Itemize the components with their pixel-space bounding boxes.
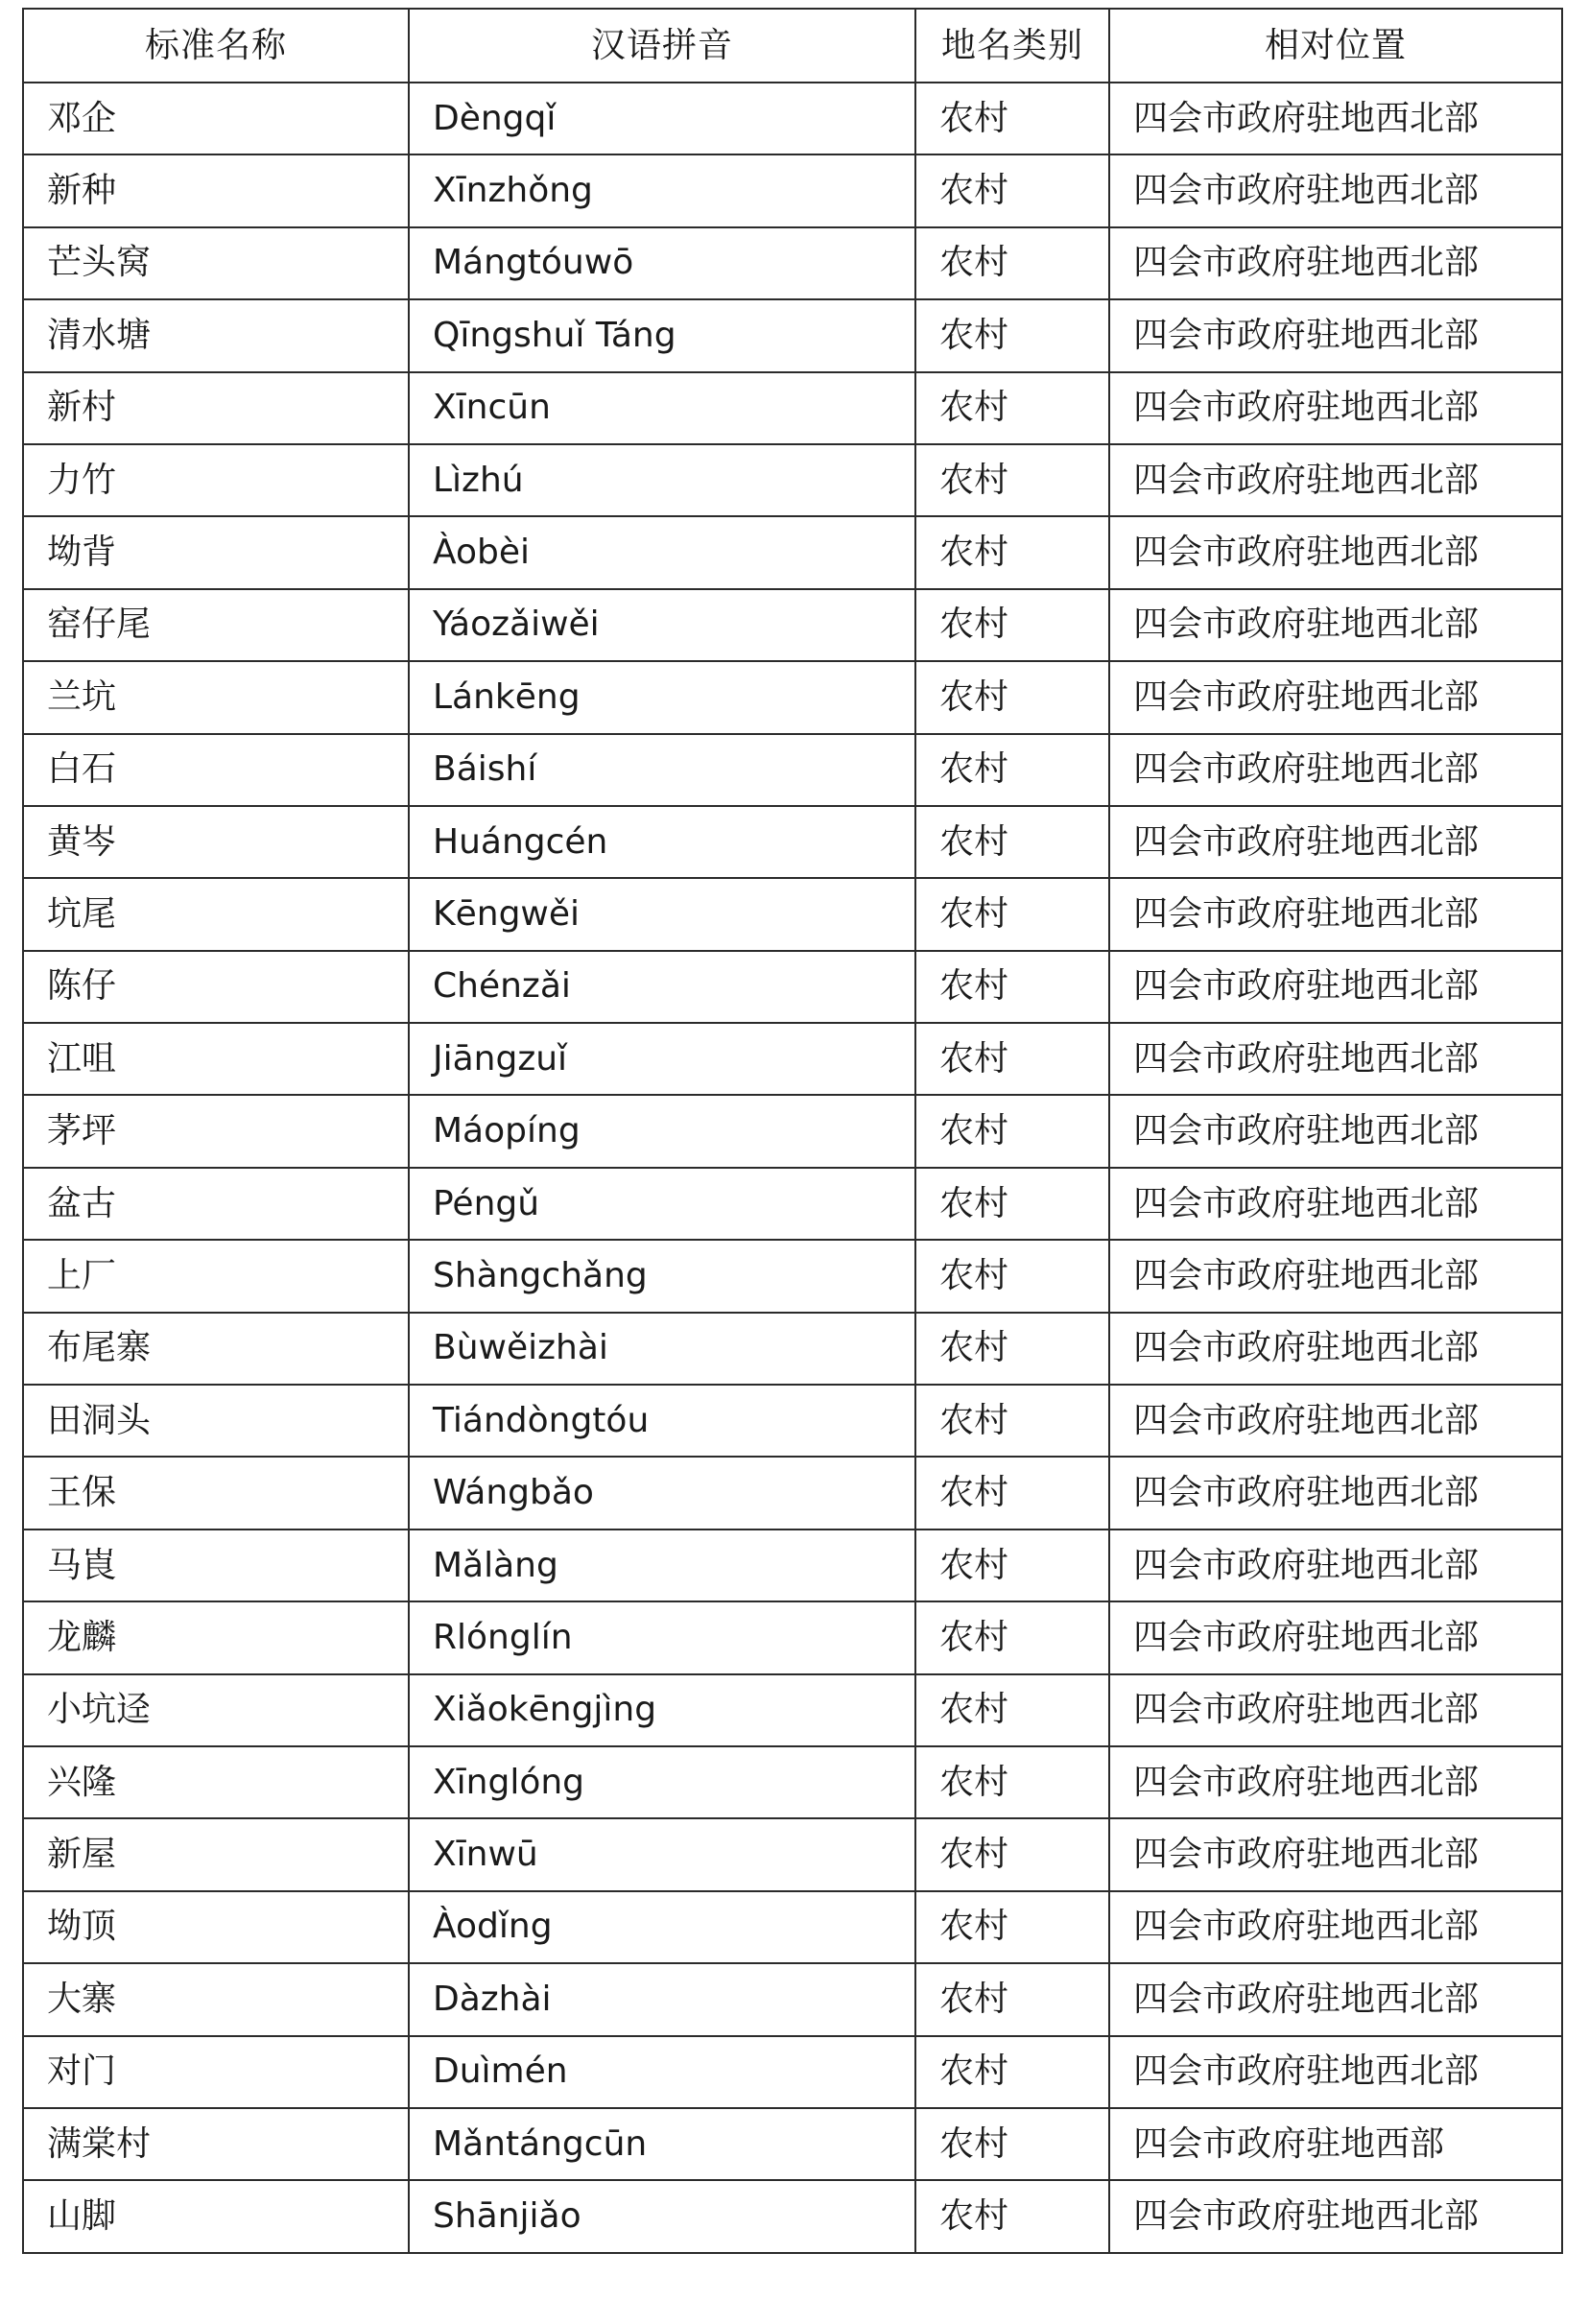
table-row [23,1746,1562,1818]
relative-location-cell: 四会市政府驻地西北部 [1109,806,1562,878]
standard-name-cell: 兰坑 [23,661,409,733]
relative-location-cell: 四会市政府驻地西北部 [1109,1601,1562,1673]
standard-name-cell: 茅坪 [23,1095,409,1167]
standard-name-cell: 新种 [23,154,409,226]
place-name-sheet [22,8,1561,2254]
place-category-cell: 农村 [915,444,1109,516]
table-row [23,1168,1562,1240]
table-row [23,1963,1562,2035]
table-row [23,2108,1562,2180]
standard-name-cell: 坑尾 [23,878,409,950]
standard-name-cell: 小坑迳 [23,1674,409,1746]
table-row [23,1891,1562,1963]
pinyin-cell: Lánkēng [409,661,915,733]
standard-name-cell: 对门 [23,2036,409,2108]
standard-name-cell: 江咀 [23,1023,409,1095]
place-category-cell: 农村 [915,1313,1109,1385]
table-row [23,83,1562,154]
relative-location-cell: 四会市政府驻地西部 [1109,2108,1562,2180]
table-row [23,227,1562,299]
relative-location-cell: 四会市政府驻地西北部 [1109,2036,1562,2108]
place-category-cell: 农村 [915,1095,1109,1167]
relative-location-cell: 四会市政府驻地西北部 [1109,661,1562,733]
table-row [23,516,1562,588]
pinyin-cell: Xīnzhǒng [409,154,915,226]
relative-location-cell: 四会市政府驻地西北部 [1109,299,1562,371]
table-row [23,1023,1562,1095]
standard-name-cell: 马崀 [23,1530,409,1601]
relative-location-cell: 四会市政府驻地西北部 [1109,734,1562,806]
standard-name-cell: 芒头窝 [23,227,409,299]
standard-name-cell: 兴隆 [23,1746,409,1818]
relative-location-cell: 四会市政府驻地西北部 [1109,1746,1562,1818]
place-category-cell: 农村 [915,1168,1109,1240]
standard-name-cell: 布尾寨 [23,1313,409,1385]
place-category-cell: 农村 [915,1601,1109,1673]
standard-name-cell: 坳顶 [23,1891,409,1963]
place-category-cell: 农村 [915,1746,1109,1818]
pinyin-cell: Qīngshuǐ Táng [409,299,915,371]
pinyin-cell: Àobèi [409,516,915,588]
place-category-cell: 农村 [915,154,1109,226]
place-category-cell: 农村 [915,2036,1109,2108]
standard-name-cell: 坳背 [23,516,409,588]
pinyin-cell: Shàngchǎng [409,1240,915,1312]
relative-location-cell: 四会市政府驻地西北部 [1109,1457,1562,1529]
standard-name-cell: 大寨 [23,1963,409,2035]
place-category-cell: 农村 [915,1963,1109,2035]
place-category-cell: 农村 [915,2108,1109,2180]
table-body [23,83,1562,2253]
relative-location-cell: 四会市政府驻地西北部 [1109,1095,1562,1167]
pinyin-cell: Dèngqǐ [409,83,915,154]
pinyin-cell: Xīnglóng [409,1746,915,1818]
place-category-cell: 农村 [915,878,1109,950]
table-row [23,2036,1562,2108]
table-row [23,1313,1562,1385]
pinyin-cell: Huángcén [409,806,915,878]
header-row [23,9,1562,83]
relative-location-cell: 四会市政府驻地西北部 [1109,444,1562,516]
relative-location-cell: 四会市政府驻地西北部 [1109,1313,1562,1385]
place-category-cell: 农村 [915,951,1109,1023]
pinyin-cell: Wángbǎo [409,1457,915,1529]
standard-name-cell: 上厂 [23,1240,409,1312]
table-row [23,299,1562,371]
relative-location-cell: 四会市政府驻地西北部 [1109,1891,1562,1963]
table-row [23,951,1562,1023]
table-row [23,1530,1562,1601]
place-category-cell: 农村 [915,227,1109,299]
table-row [23,1095,1562,1167]
place-category-cell: 农村 [915,372,1109,444]
table-row [23,1385,1562,1457]
relative-location-cell: 四会市政府驻地西北部 [1109,227,1562,299]
pinyin-cell: Àodǐng [409,1891,915,1963]
relative-location-cell: 四会市政府驻地西北部 [1109,589,1562,661]
place-category-cell: 农村 [915,1674,1109,1746]
standard-name-cell: 新村 [23,372,409,444]
header-pinyin: 汉语拼音 [409,9,915,83]
relative-location-cell: 四会市政府驻地西北部 [1109,1818,1562,1890]
standard-name-cell: 黄岑 [23,806,409,878]
pinyin-cell: Duìmén [409,2036,915,2108]
place-category-cell: 农村 [915,1457,1109,1529]
place-category-cell: 农村 [915,589,1109,661]
standard-name-cell: 力竹 [23,444,409,516]
standard-name-cell: 满棠村 [23,2108,409,2180]
place-category-cell: 农村 [915,299,1109,371]
standard-name-cell: 田洞头 [23,1385,409,1457]
place-name-table [22,8,1563,2254]
pinyin-cell: Rlónglín [409,1601,915,1673]
table-row [23,372,1562,444]
table-row [23,1818,1562,1890]
pinyin-cell: Bùwěizhài [409,1313,915,1385]
pinyin-cell: Lìzhú [409,444,915,516]
relative-location-cell: 四会市政府驻地西北部 [1109,1674,1562,1746]
pinyin-cell: Kēngwěi [409,878,915,950]
standard-name-cell: 窑仔尾 [23,589,409,661]
table-row [23,1674,1562,1746]
relative-location-cell: 四会市政府驻地西北部 [1109,1023,1562,1095]
relative-location-cell: 四会市政府驻地西北部 [1109,1168,1562,1240]
pinyin-cell: Péngǔ [409,1168,915,1240]
place-category-cell: 农村 [915,1530,1109,1601]
standard-name-cell: 盆古 [23,1168,409,1240]
standard-name-cell: 山脚 [23,2180,409,2252]
table-row [23,1457,1562,1529]
place-category-cell: 农村 [915,516,1109,588]
standard-name-cell: 新屋 [23,1818,409,1890]
place-category-cell: 农村 [915,1891,1109,1963]
place-category-cell: 农村 [915,806,1109,878]
pinyin-cell: Chénzǎi [409,951,915,1023]
pinyin-cell: Mǎlàng [409,1530,915,1601]
relative-location-cell: 四会市政府驻地西北部 [1109,1240,1562,1312]
standard-name-cell: 清水塘 [23,299,409,371]
relative-location-cell: 四会市政府驻地西北部 [1109,1530,1562,1601]
standard-name-cell: 陈仔 [23,951,409,1023]
pinyin-cell: Máopíng [409,1095,915,1167]
relative-location-cell: 四会市政府驻地西北部 [1109,154,1562,226]
pinyin-cell: Xīncūn [409,372,915,444]
table-row [23,1240,1562,1312]
relative-location-cell: 四会市政府驻地西北部 [1109,878,1562,950]
table-row [23,1601,1562,1673]
place-category-cell: 农村 [915,2180,1109,2252]
pinyin-cell: Tiándòngtóu [409,1385,915,1457]
standard-name-cell: 白石 [23,734,409,806]
place-category-cell: 农村 [915,661,1109,733]
relative-location-cell: 四会市政府驻地西北部 [1109,372,1562,444]
header-place-category: 地名类别 [915,9,1109,83]
relative-location-cell: 四会市政府驻地西北部 [1109,516,1562,588]
relative-location-cell: 四会市政府驻地西北部 [1109,2180,1562,2252]
place-category-cell: 农村 [915,1818,1109,1890]
relative-location-cell: 四会市政府驻地西北部 [1109,83,1562,154]
table-row [23,2180,1562,2252]
standard-name-cell: 邓企 [23,83,409,154]
pinyin-cell: Shānjiǎo [409,2180,915,2252]
table-row [23,154,1562,226]
place-category-cell: 农村 [915,1385,1109,1457]
pinyin-cell: Xīnwū [409,1818,915,1890]
relative-location-cell: 四会市政府驻地西北部 [1109,951,1562,1023]
place-category-cell: 农村 [915,734,1109,806]
table-row [23,589,1562,661]
relative-location-cell: 四会市政府驻地西北部 [1109,1385,1562,1457]
table-row [23,734,1562,806]
table-row [23,444,1562,516]
standard-name-cell: 龙麟 [23,1601,409,1673]
header-relative-location: 相对位置 [1109,9,1562,83]
table-row [23,661,1562,733]
table-row [23,806,1562,878]
place-category-cell: 农村 [915,83,1109,154]
pinyin-cell: Jiāngzuǐ [409,1023,915,1095]
pinyin-cell: Mǎntángcūn [409,2108,915,2180]
header-standard-name: 标准名称 [23,9,409,83]
standard-name-cell: 王保 [23,1457,409,1529]
place-category-cell: 农村 [915,1023,1109,1095]
pinyin-cell: Mángtóuwō [409,227,915,299]
pinyin-cell: Xiǎokēngjìng [409,1674,915,1746]
pinyin-cell: Báishí [409,734,915,806]
pinyin-cell: Dàzhài [409,1963,915,2035]
place-category-cell: 农村 [915,1240,1109,1312]
relative-location-cell: 四会市政府驻地西北部 [1109,1963,1562,2035]
pinyin-cell: Yáozǎiwěi [409,589,915,661]
table-row [23,878,1562,950]
